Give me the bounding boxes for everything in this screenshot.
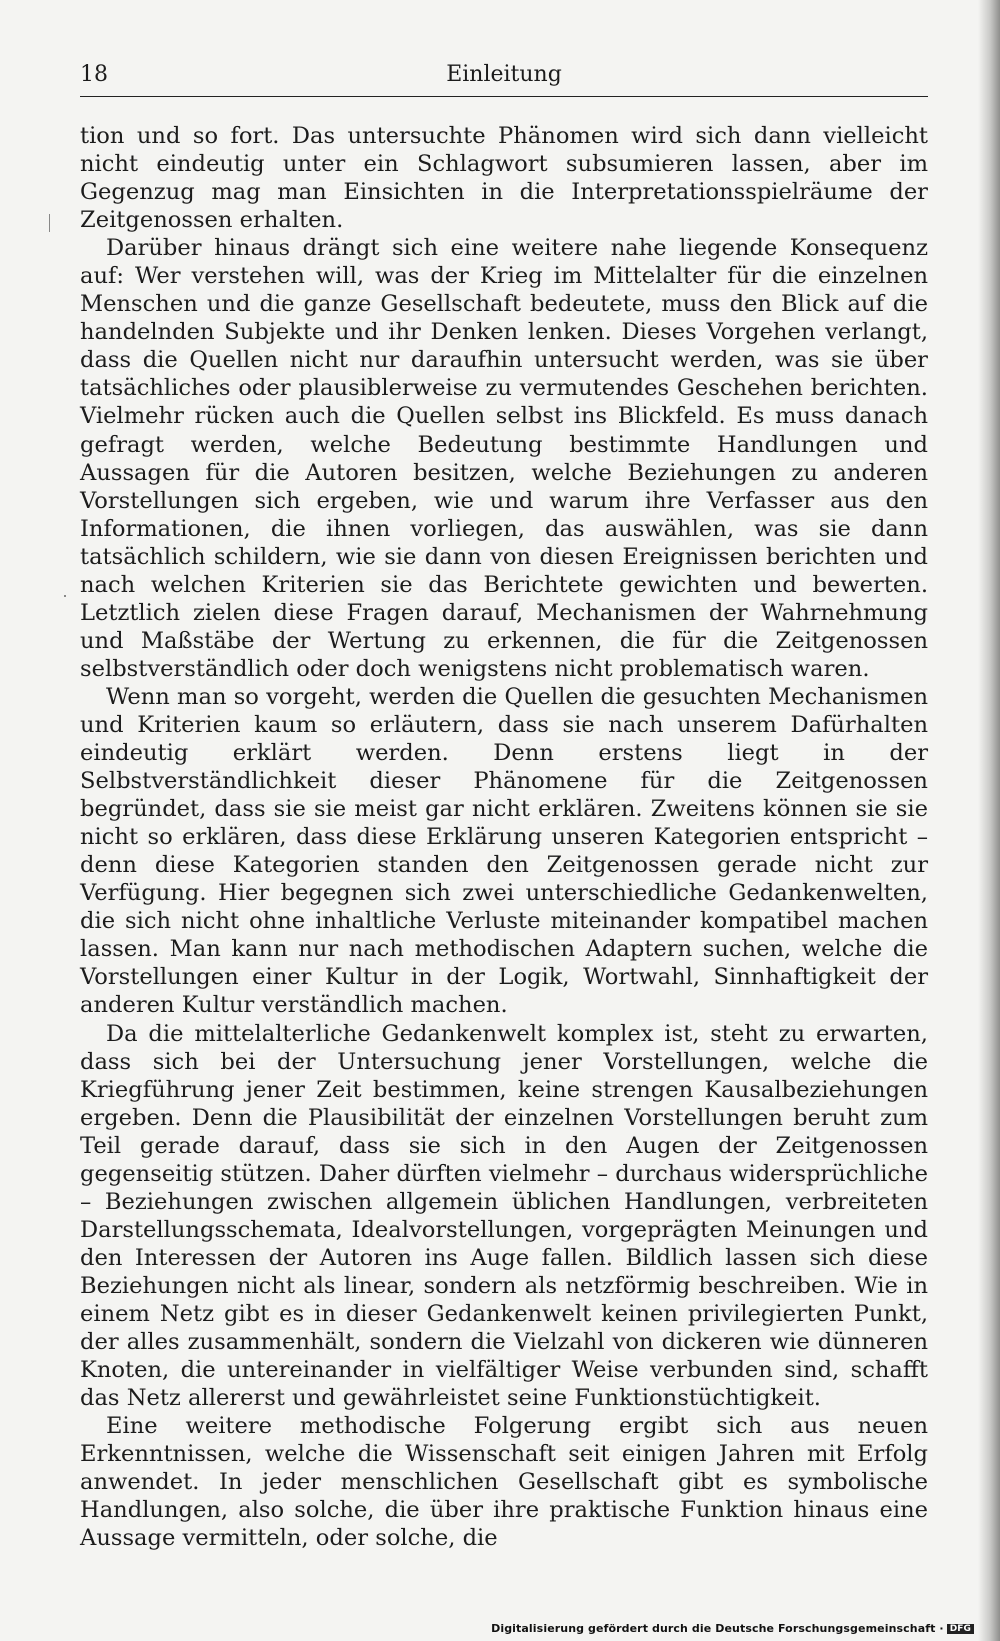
margin-mark [49,214,50,232]
margin-mark [64,595,66,597]
dfg-logo: DFG [947,1624,974,1634]
paragraph: Da die mittelalterliche Gedankenwelt komplex ist, steht zu erwarten, dass sich bei der Untersuchung jener Vorstellungen, welche die Kriegführung jener Zeit bestimmen, keine strengen Kausalbeziehungen ergeben. Denn die Plausibilität der einzelnen Vorstellungen beruht zum Teil gerade darauf, dass sie sich in den Augen der Zeitgenossen gegenseitig stützen. Daher dürften vielmehr – durchaus widersprüchliche – Beziehungen zwischen allgemein üblichen Handlungen, verbreiteten Darstellungsschemata, Idealvorstellungen, vorgeprägten Meinungen und den Interessen der Autoren ins Auge fallen. Bildlich lassen sich diese Beziehungen nicht als linear, sondern als netzförmig beschreiben. Wie in einem Netz gibt es in dieser Gedankenwelt keinen privilegierten Punkt, der alles zusammenhält, sondern die Vielzahl von dickeren wie dünneren Knoten, die untereinander in vielfältiger Weise verbunden sind, schafft das Netz allererst und gewährleistet seine Funktionstüchtigkeit. [80,1020,928,1412]
digitization-credit [491,1622,974,1635]
page-header [80,62,928,97]
page-number: 18 [80,62,108,87]
paragraph: Darüber hinaus drängt sich eine weitere nahe liegende Konsequenz auf: Wer verstehen will, was der Krieg im Mittelalter für die einzelnen Menschen und die ganze Gesellschaft bedeutete, muss den Blick auf die handelnden Subjekte und ihr Denken lenken. Dieses Vorgehen verlangt, dass die Quellen nicht nur daraufhin untersucht werden, was sie über tatsächliches oder plausiblerweise zu vermutendes Geschehen berichten. Vielmehr rücken auch die Quellen selbst ins Blickfeld. Es muss danach gefragt werden, welche Bedeutung bestimmte Handlungen und Aussagen für die Autoren besitzen, welche Beziehungen zu anderen Vorstellungen sich ergeben, wie und warum ihre Verfasser aus den Informationen, die ihnen vorliegen, das auswählen, was sie dann tatsächlich schildern, wie sie dann von diesen Ereignissen berichten und nach welchen Kriterien sie das Berichtete gewichten und bewerten. Letztlich zielen diese Fragen darauf, Mechanismen der Wahrnehmung und Maßstäbe der Wertung zu erkennen, die für die Zeitgenossen selbstverständlich oder doch wenigstens nicht problematisch waren. [80,235,928,682]
paragraph: Wenn man so vorgeht, werden die Quellen die gesuchten Mechanismen und Kriterien kaum so erläutern, dass sie nach unserem Dafürhalten eindeutig erklärt werden. Denn erstens liegt in der Selbstverständlichkeit dieser Phänomene für die Zeitgenossen begründet, dass sie sie meist gar nicht erklären. Zweitens können sie sie nicht so erklären, dass diese Erklärung unseren Kategorien entspricht – denn diese Kategorien standen den Zeitgenossen gerade nicht zur Verfügung. Hier begegnen sich zwei unterschiedliche Gedankenwelten, die sich nicht ohne inhaltliche Verluste miteinander kompatibel machen lassen. Man kann nur nach methodischen Adaptern suchen, welche die Vorstellungen einer Kultur in der Logik, Wortwahl, Sinnhaftigkeit der anderen Kultur verständlich machen. [80,683,928,1019]
paragraph: tion und so fort. Das untersuchte Phänomen wird sich dann vielleicht nicht eindeutig unter ein Schlagwort subsumieren lassen, aber im Gegenzug mag man Einsichten in die Interpretationsspielräume der Zeitgenossen erhalten. [80,123,928,234]
digitization-credit-text: Digitalisierung gefördert durch die Deutsche Forschungsgemeinschaft · [491,1622,944,1635]
body-text [80,122,928,1552]
running-head: Einleitung [446,62,562,87]
paragraph: Eine weitere methodische Folgerung ergibt sich aus neuen Erkenntnissen, welche die Wissenschaft seit einigen Jahren mit Erfolg anwendet. In jeder menschlichen Gesellschaft gibt es symbolische Handlungen, also solche, die über ihre praktische Funktion hinaus eine Aussage vermitteln, oder solche, die [80,1413,928,1552]
scan-page-edge [978,0,1000,1641]
